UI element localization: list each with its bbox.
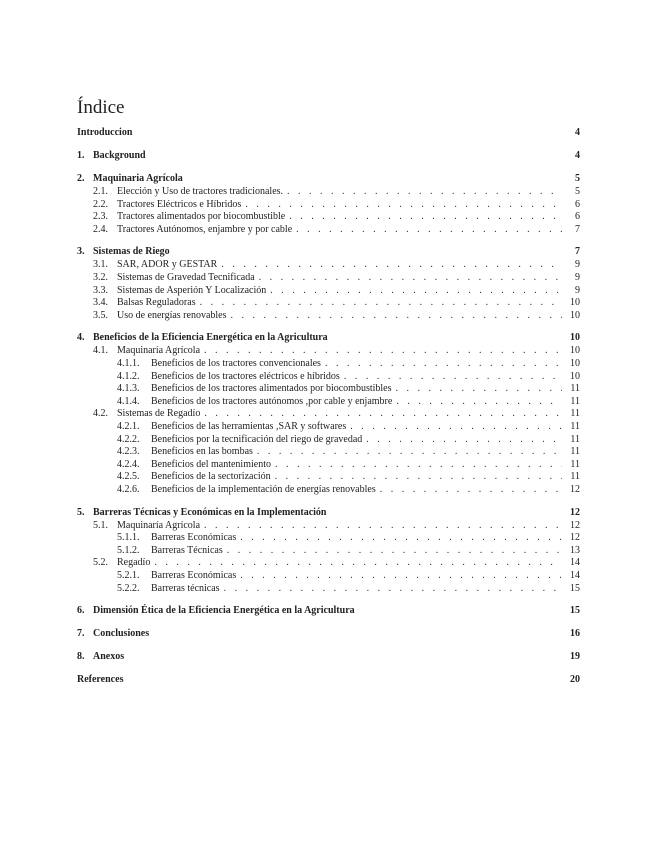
toc-entry-title: Background (93, 150, 146, 161)
toc-entry-number: 5. (77, 506, 85, 518)
toc-entry-page: 10 (570, 297, 580, 309)
toc-entry-title: Beneficios de las herramientas ,SAR y softwares (151, 421, 347, 432)
toc-entry-page: 11 (570, 458, 580, 470)
toc-entry-page: 4 (575, 127, 580, 138)
toc-entry-title: Tractores Autónomos, enjambre y por cable (117, 223, 293, 235)
toc-entry-page: 14 (570, 557, 580, 569)
toc-entry-title: Beneficios de la implementación de energías renovables (151, 484, 376, 495)
toc-entry-title: Sistemas de Riego (93, 246, 170, 258)
toc-entry[interactable] (77, 370, 580, 383)
toc-entry-number: 4.1.4. (117, 395, 140, 407)
toc-entry-page: 20 (570, 674, 580, 686)
toc-entry-number: 3.5. (93, 309, 108, 321)
toc-entry-page: 10 (570, 370, 580, 382)
toc-entry-page: 16 (570, 628, 580, 640)
toc-entry-page: 10 (570, 309, 580, 321)
toc-entry-page: 6 (575, 211, 580, 223)
toc-dot-leader (204, 519, 562, 532)
toc-entry-number: 4.1.3. (117, 383, 140, 395)
toc-entry-number: 2.4. (93, 223, 108, 235)
toc-entry-title: Beneficios del mantenimiento (151, 458, 271, 470)
toc-dot-leader (204, 344, 562, 357)
toc-dot-leader (275, 470, 562, 483)
toc-entry[interactable] (77, 420, 580, 433)
toc-entry[interactable] (77, 223, 580, 236)
toc-dot-leader (245, 198, 562, 211)
toc-dot-leader (287, 185, 562, 198)
toc-entry-page: 19 (570, 651, 580, 663)
toc-entry[interactable] (77, 544, 580, 557)
toc-entry-page: 5 (575, 186, 580, 197)
toc-entry-title: Barreras técnicas (151, 582, 220, 594)
toc-entry-number: 4.1. (93, 345, 108, 357)
toc-entry-number: 4.2.1. (117, 421, 140, 432)
toc-entry-title: Maquinaria Agrícola (93, 173, 183, 184)
toc-entry-page: 11 (570, 421, 580, 432)
toc-entry-page: 15 (570, 582, 580, 594)
toc-entry-number: 2.1. (93, 186, 108, 197)
toc-entry-page: 15 (570, 605, 580, 617)
toc-entry-title: Introduccion (77, 127, 133, 138)
toc-entry-page: 7 (575, 223, 580, 235)
toc-entry[interactable] (77, 650, 580, 663)
toc-entry[interactable] (77, 445, 580, 458)
toc-entry-title: Beneficios por la tecnificación del riego de gravedad (151, 433, 363, 445)
toc-entry-page: 10 (570, 332, 580, 344)
toc-entry-page: 12 (570, 532, 580, 544)
toc-entry-number: 4.2.3. (117, 446, 140, 458)
toc-entry-number: 4.2.5. (117, 471, 140, 483)
toc-entry[interactable] (77, 483, 580, 496)
toc-entry-page: 9 (575, 272, 580, 283)
toc-entry[interactable] (77, 309, 580, 322)
toc-entry-number: 1. (77, 150, 85, 161)
toc-entry[interactable] (77, 627, 580, 640)
toc-entry-title: Beneficios de los tractores eléctricos e híbridos (151, 370, 340, 382)
toc-entry-title: Beneficios de los tractores autónomos ,por cable y enjambre (151, 395, 393, 407)
toc-entry-number: 2.2. (93, 198, 108, 210)
toc-entry-title: Beneficios de los tractores alimentados por biocombustibles (151, 383, 392, 395)
toc-entry-title: SAR, ADOR y GESTAR (117, 259, 218, 271)
toc-entry-page: 11 (570, 383, 580, 395)
toc-entry-title: Barreras Técnicas (151, 544, 223, 556)
toc-entry-number: 5.2.1. (117, 570, 140, 581)
toc-entry[interactable] (77, 458, 580, 471)
toc-entry-number: 4.2.2. (117, 433, 140, 445)
toc-dot-leader (275, 458, 562, 471)
toc-dot-leader (296, 223, 562, 236)
toc-entry-page: 11 (570, 446, 580, 458)
toc-entry[interactable] (77, 506, 580, 519)
toc-entry-title: Elección y Uso de tractores tradicionales. (117, 186, 284, 197)
toc-entry-page: 4 (575, 150, 580, 161)
toc-dot-leader (227, 544, 562, 557)
toc-entry-title: Balsas Reguladoras (117, 297, 196, 309)
toc-entry-page: 7 (575, 246, 580, 258)
toc-entry-title: Anexos (93, 651, 125, 663)
toc-dot-leader (396, 395, 562, 408)
toc-entry-title: Barreras Económicas (151, 532, 237, 544)
toc-entry[interactable] (77, 284, 580, 297)
toc-entry-page: 6 (575, 198, 580, 210)
toc-entry[interactable] (77, 531, 580, 544)
toc-entry-title: References (77, 674, 124, 686)
toc-entry[interactable] (77, 344, 580, 357)
toc-entry-number: 3.3. (93, 284, 108, 296)
toc-entry[interactable] (77, 395, 580, 408)
toc-dot-leader (396, 382, 563, 395)
toc-entry-number: 4.2. (93, 408, 108, 420)
toc-entry-title: Tractores alimentados por biocombustible (117, 211, 286, 223)
toc-entry[interactable] (77, 569, 580, 582)
toc-entry-title: Uso de energías renovables (117, 309, 227, 321)
toc-entry[interactable] (77, 470, 580, 483)
toc-entry-number: 5.2. (93, 557, 108, 569)
toc-entry-number: 5.1.2. (117, 544, 140, 556)
toc-entry-number: 7. (77, 628, 85, 640)
toc-entry-title: Maquinaría Agrícola (117, 519, 201, 531)
toc-entry[interactable] (77, 172, 580, 185)
toc-dot-leader (380, 483, 562, 496)
toc-entry-number: 4.2.4. (117, 458, 140, 470)
toc-dot-leader (200, 296, 562, 309)
toc-entry-title: Beneficios de la sectorización (151, 471, 271, 483)
toc-entry-number: 6. (77, 605, 85, 617)
toc-entry[interactable] (77, 296, 580, 309)
toc-entry[interactable] (77, 271, 580, 284)
toc-entry[interactable] (77, 198, 580, 211)
toc-entry-page: 11 (570, 433, 580, 445)
toc-dot-leader (154, 556, 562, 569)
toc-entry-title: Sistemas de Gravedad Tecnificada (117, 272, 255, 283)
toc-entry-title: Sistemas de Regadío (117, 408, 201, 420)
toc-entry-title: Regadío (117, 557, 151, 569)
toc-entry-title: Beneficios de la Eficiencia Energética en la Agricultura (93, 332, 328, 344)
toc-entry-page: 13 (570, 544, 580, 556)
toc-entry[interactable] (77, 331, 580, 344)
toc-entry-page: 9 (575, 259, 580, 271)
toc-entry-number: 4.1.1. (117, 358, 140, 369)
toc-entry-page: 11 (570, 471, 580, 483)
toc-dot-leader (259, 271, 562, 284)
toc-entry-number: 3.1. (93, 259, 108, 271)
toc-entry-page: 9 (575, 284, 580, 296)
toc-entry[interactable] (77, 673, 580, 686)
toc-dot-leader (344, 370, 562, 383)
toc-entry[interactable] (77, 519, 580, 532)
toc-entry-page: 11 (570, 395, 580, 407)
toc-entry-title: Conclusiones (93, 628, 150, 640)
toc-entry-number: 4.2.6. (117, 484, 140, 495)
toc-entry-number: 8. (77, 651, 85, 663)
toc-entry-page: 12 (570, 484, 580, 495)
toc-entry[interactable] (77, 407, 580, 420)
toc-entry-number: 2.3. (93, 211, 108, 223)
toc-entry-page: 14 (570, 570, 580, 581)
toc-entry[interactable] (77, 382, 580, 395)
toc-entry-title: Beneficios de los tractores convencionales (151, 358, 321, 369)
toc-entry-page: 12 (570, 519, 580, 531)
toc-entry[interactable] (77, 582, 580, 595)
toc-entry[interactable] (77, 604, 580, 617)
toc-dot-leader (270, 284, 562, 297)
toc-entry-number: 5.1. (93, 519, 108, 531)
toc-entry-title: Barreras Técnicas y Económicas en la Implementación (93, 506, 327, 518)
toc-dot-leader (366, 433, 562, 446)
toc-entry-number: 3.2. (93, 272, 108, 283)
toc-dot-leader (240, 569, 562, 582)
toc-entry-number: 2. (77, 173, 85, 184)
toc-entry-page: 11 (570, 408, 580, 420)
toc-dot-leader (231, 309, 562, 322)
toc-dot-leader (257, 445, 562, 458)
toc-entry-number: 4. (77, 332, 85, 344)
toc-entry[interactable] (77, 185, 580, 198)
toc-entry-title: Barreras Económicas (151, 570, 237, 581)
toc-dot-leader (204, 407, 562, 420)
toc-entry-number: 5.2.2. (117, 582, 140, 594)
toc-entry[interactable] (77, 433, 580, 446)
toc-entry-number: 3. (77, 246, 85, 258)
toc-entry-page: 10 (570, 345, 580, 357)
toc-entry[interactable] (77, 556, 580, 569)
toc-entry[interactable] (77, 149, 580, 162)
toc-entry-number: 3.4. (93, 297, 108, 309)
toc-entry[interactable] (77, 245, 580, 258)
toc-entry-number: 4.1.2. (117, 370, 140, 382)
toc-entry[interactable] (77, 258, 580, 271)
toc-entry[interactable] (77, 210, 580, 223)
toc-dot-leader (325, 357, 562, 370)
toc-entry-page: 5 (575, 173, 580, 184)
toc-entry-title: Tractores Eléctricos e Híbridos (117, 198, 242, 210)
toc-entry-title: Dimensión Ética de la Eficiencia Energética en la Agricultura (93, 605, 355, 617)
toc-dot-leader (240, 531, 562, 544)
toc-entry[interactable] (77, 357, 580, 370)
toc-dot-leader (224, 582, 562, 595)
toc-entry-page: 12 (570, 506, 580, 518)
toc-entry[interactable] (77, 126, 580, 139)
toc-entry-title: Maquinaría Agrícola (117, 345, 201, 357)
toc-dot-leader (289, 210, 562, 223)
toc-entry-title: Sistemas de Asperión Y Localización (117, 284, 267, 296)
toc-entry-number: 5.1.1. (117, 532, 140, 544)
toc-entry-title: Beneficios en las bombas (151, 446, 253, 458)
page-title: Índice (77, 97, 125, 118)
toc-entry-page: 10 (570, 358, 580, 369)
toc-dot-leader (350, 420, 562, 433)
toc-dot-leader (221, 258, 562, 271)
